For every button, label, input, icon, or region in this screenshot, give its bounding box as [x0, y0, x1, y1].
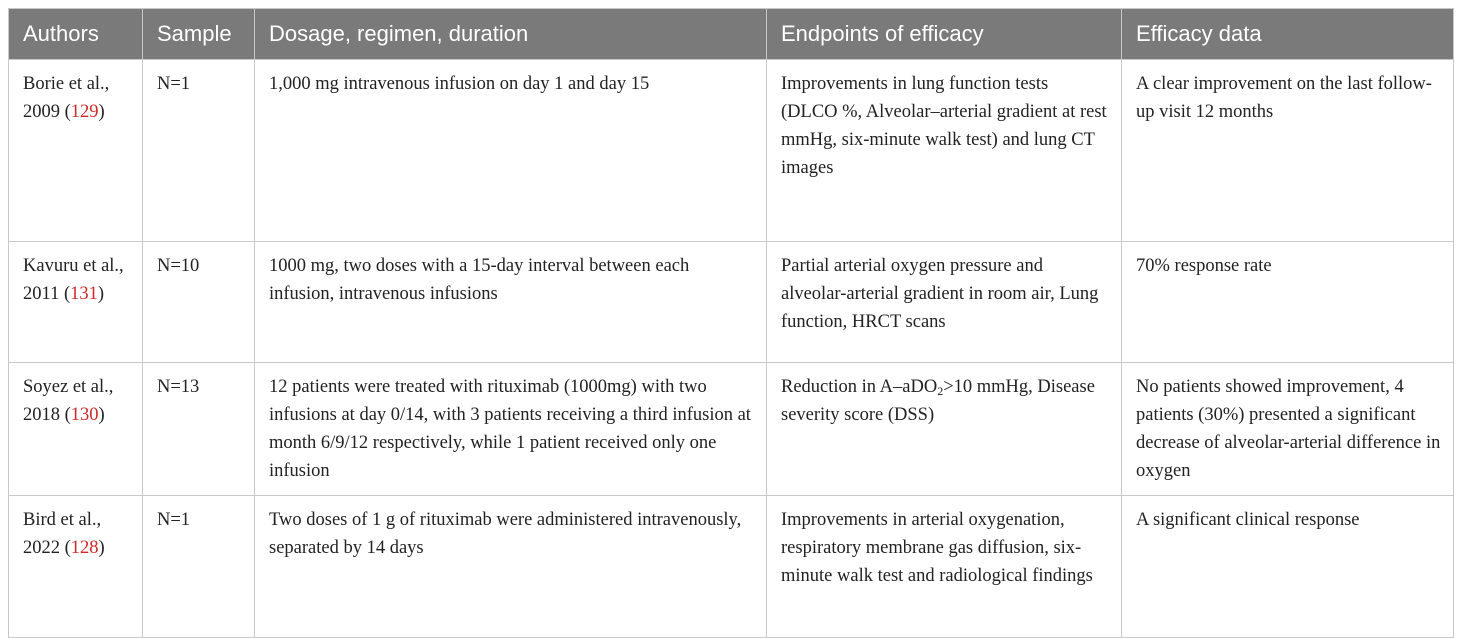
reference-link[interactable]: 130	[70, 405, 99, 425]
rituximab-studies-table	[8, 8, 1454, 638]
cell-authors: Soyez et al., 2018 (130)	[9, 363, 143, 496]
cell-sample: N=1	[143, 60, 255, 242]
cell-sample: N=10	[143, 242, 255, 363]
header-efficacy: Efficacy data	[1122, 9, 1454, 60]
table-row	[9, 363, 1454, 496]
table-row	[9, 496, 1454, 638]
header-sample: Sample	[143, 9, 255, 60]
reference-link[interactable]: 128	[70, 538, 99, 558]
table-row	[9, 60, 1454, 242]
table-row	[9, 242, 1454, 363]
cell-dosage: 1000 mg, two doses with a 15-day interval between each infusion, intravenous infusions	[255, 242, 767, 363]
cell-dosage: 1,000 mg intravenous infusion on day 1 and day 15	[255, 60, 767, 242]
cell-authors: Kavuru et al., 2011 (131)	[9, 242, 143, 363]
cell-sample: N=13	[143, 363, 255, 496]
cell-sample: N=1	[143, 496, 255, 638]
cell-dosage: Two doses of 1 g of rituximab were administered intravenously, separated by 14 days	[255, 496, 767, 638]
reference-link[interactable]: 131	[70, 284, 98, 304]
header-authors: Authors	[9, 9, 143, 60]
cell-efficacy: A clear improvement on the last follow-up visit 12 months	[1122, 60, 1454, 242]
cell-endpoints: Partial arterial oxygen pressure and alveolar-arterial gradient in room air, Lung function, HRCT scans	[767, 242, 1122, 363]
table-header-row	[9, 9, 1454, 60]
cell-authors: Borie et al., 2009 (129)	[9, 60, 143, 242]
reference-link[interactable]: 129	[70, 102, 99, 122]
cell-endpoints: Improvements in lung function tests (DLCO %, Alveolar–arterial gradient at rest mmHg, six-minute walk test) and lung CT images	[767, 60, 1122, 242]
cell-efficacy: 70% response rate	[1122, 242, 1454, 363]
cell-endpoints: Improvements in arterial oxygenation, respiratory membrane gas diffusion, six-minute walk test and radiological findings	[767, 496, 1122, 638]
cell-endpoints: Reduction in A–aDO$_2$>10 mmHg, Disease severity score (DSS)	[767, 363, 1122, 496]
cell-efficacy: No patients showed improvement, 4 patients (30%) presented a significant decrease of alveolar-arterial difference in oxygen	[1122, 363, 1454, 496]
header-endpoints: Endpoints of efficacy	[767, 9, 1122, 60]
cell-efficacy: A significant clinical response	[1122, 496, 1454, 638]
cell-dosage: 12 patients were treated with rituximab (1000mg) with two infusions at day 0/14, with 3 patients receiving a third infusion at month 6/9/12 respectively, while 1 patient received only one infusion	[255, 363, 767, 496]
header-dosage: Dosage, regimen, duration	[255, 9, 767, 60]
cell-authors: Bird et al., 2022 (128)	[9, 496, 143, 638]
